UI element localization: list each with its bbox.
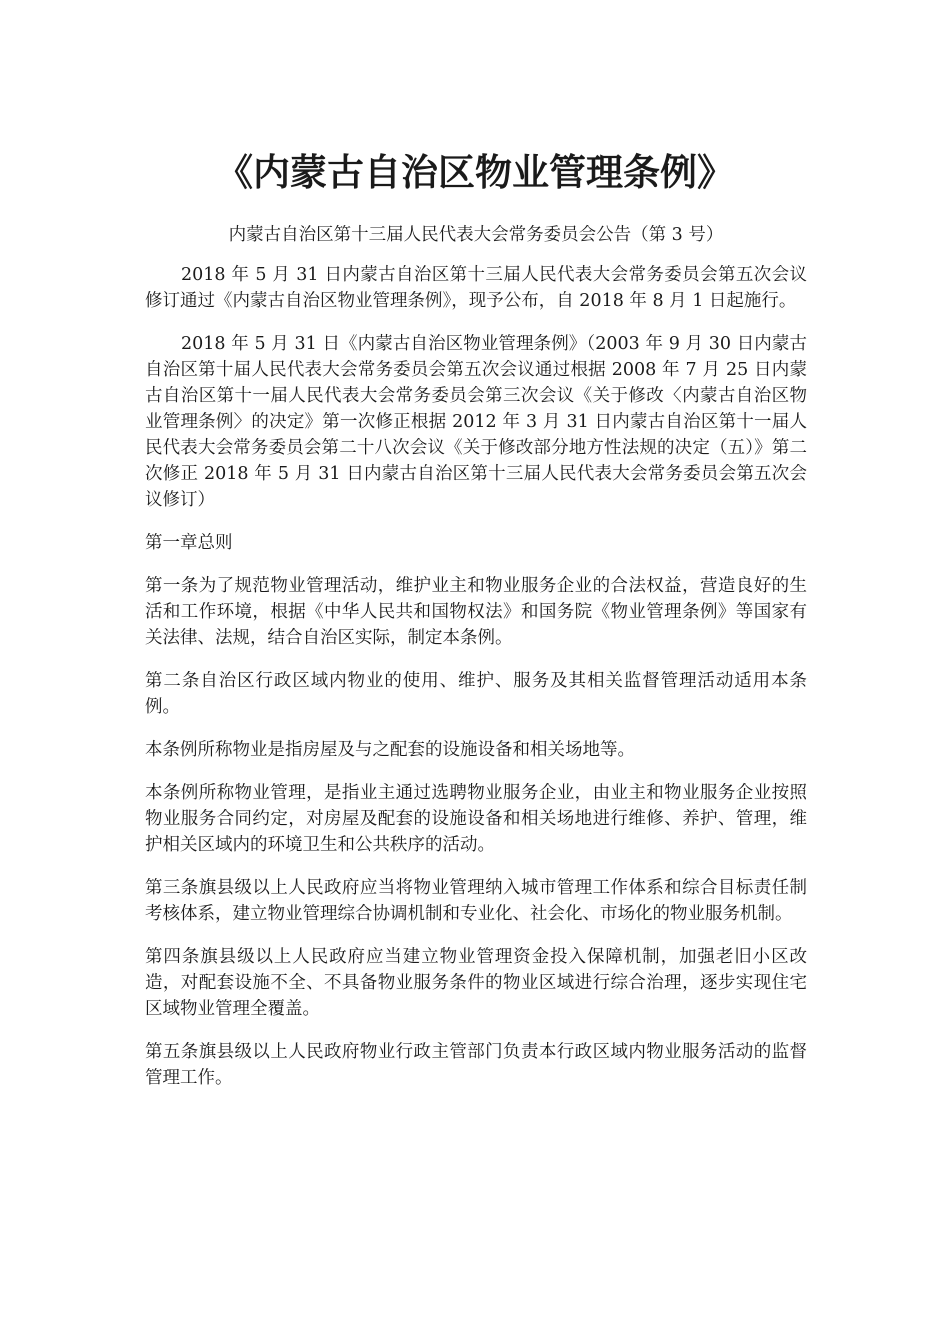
document-body	[145, 262, 807, 1108]
article-paragraph: 本条例所称物业是指房屋及与之配套的设施设备和相关场地等。	[145, 740, 635, 760]
article-paragraph: 第五条旗县级以上人民政府物业行政主管部门负责本行政区域内物业服务活动的监督管理工作。	[145, 1042, 807, 1088]
intro-paragraph: 2018 年 5 月 31 日内蒙古自治区第十三届人民代表大会常务委员会第五次会议修订通过《内蒙古自治区物业管理条例》，现予公布，自 2018 年 8 月 1 日起施行。	[145, 265, 807, 311]
announcement-subtitle: 内蒙古自治区第十三届人民代表大会常务委员会公告（第 3 号）	[228, 225, 724, 245]
article-paragraph: 第三条旗县级以上人民政府应当将物业管理纳入城市管理工作体系和综合目标责任制考核体系，建立物业管理综合协调机制和专业化、社会化、市场化的物业服务机制。	[145, 878, 807, 924]
chapter-heading: 第一章总则	[145, 533, 233, 553]
article-paragraph: 第一条为了规范物业管理活动，维护业主和物业服务企业的合法权益，营造良好的生活和工作环境，根据《中华人民共和国物权法》和国务院《物业管理条例》等国家有关法律、法规，结合自治区实际，制定本条例。	[145, 576, 807, 648]
article-paragraph: 本条例所称物业管理，是指业主通过选聘物业服务企业，由业主和物业服务企业按照物业服务合同约定，对房屋及配套的设施设备和相关场地进行维修、养护、管理，维护相关区域内的环境卫生和公共秩序的活动。	[145, 783, 807, 855]
revision-history-paragraph: 2018 年 5 月 31 日《内蒙古自治区物业管理条例》（2003 年 9 月 30 日内蒙古自治区第十届人民代表大会常务委员会第五次会议通过根据 2008 年 7 月 25 日内蒙古自治区第十一届人民代表大会常务委员会第三次会议《关于修改〈内蒙古自治区物业管理条例〉的决定》第一次修正根据 2012 年 3 月 31 日内蒙古自治区第十一届人民代表大会常务委员会第二十八次会议《关于修改部分地方性法规的决定（五）》第二次修正 2018 年 5 月 31 日内蒙古自治区第十三届人民代表大会常务委员会第五次会议修订）	[145, 334, 807, 510]
article-paragraph: 第二条自治区行政区域内物业的使用、维护、服务及其相关监督管理活动适用本条例。	[145, 671, 807, 717]
document-title: 《内蒙古自治区物业管理条例》	[216, 150, 734, 194]
article-paragraph: 第四条旗县级以上人民政府应当建立物业管理资金投入保障机制，加强老旧小区改造，对配套设施不全、不具备物业服务条件的物业区域进行综合治理，逐步实现住宅区域物业管理全覆盖。	[145, 947, 807, 1019]
